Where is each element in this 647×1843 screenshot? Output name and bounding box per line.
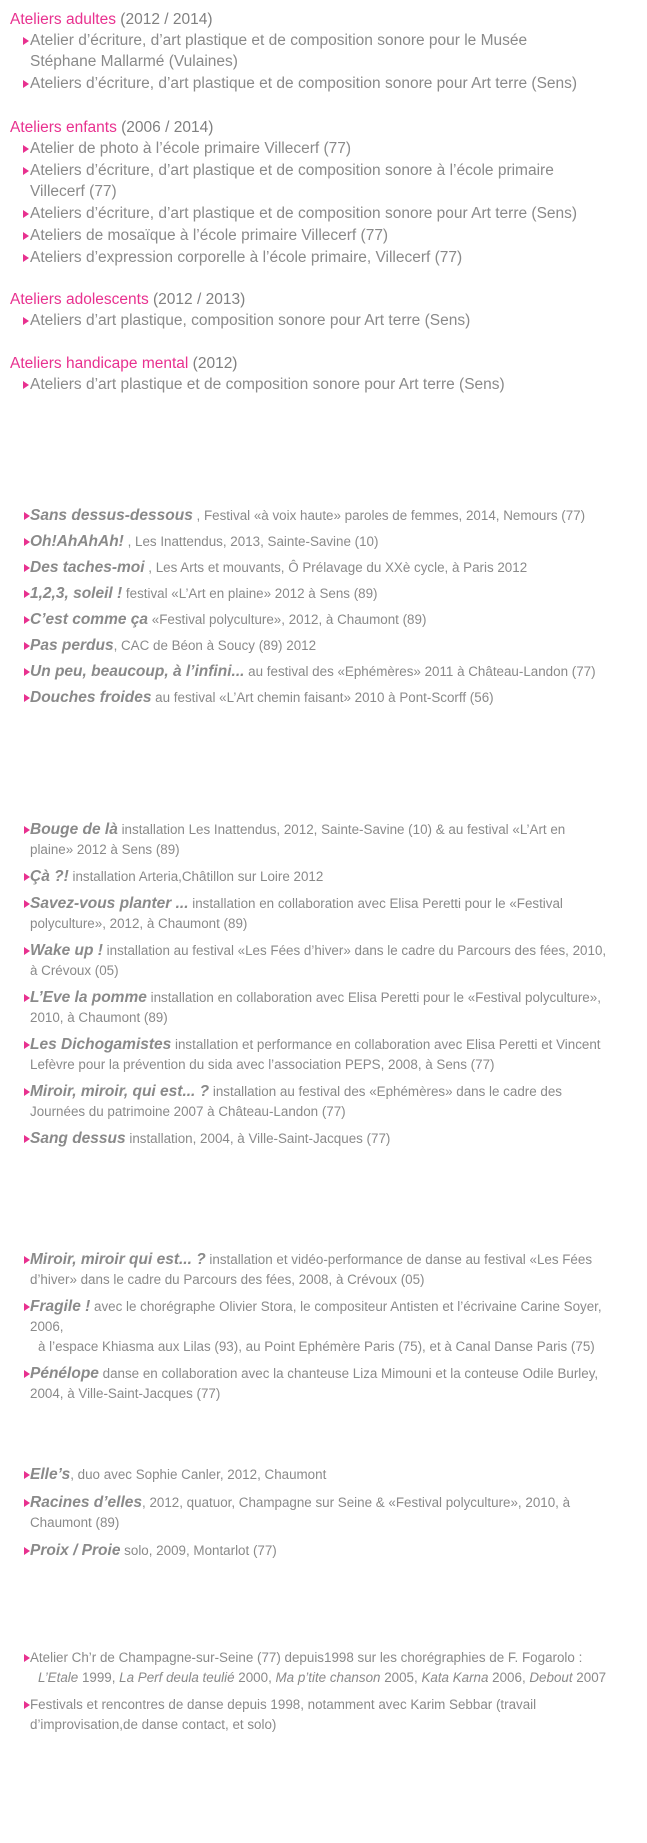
section-formation (10, 1648, 640, 1742)
list-item (10, 160, 640, 202)
section-installations (10, 820, 640, 1156)
list-item (10, 636, 640, 656)
text-segment: Un peu, beaucoup, à l’infini... (30, 663, 245, 680)
list-item (10, 203, 640, 224)
text-segment: , 2012, quatuor, Champagne sur Seine & «Festival polyculture», 2010, à (142, 1495, 571, 1510)
text-segment: L’Etale (38, 1670, 79, 1685)
text-segment: avec le chorégraphe Olivier Stora, le compositeur Antisten et l’écrivaine Carine Soyer, (90, 1299, 602, 1314)
section-performances (10, 1250, 640, 1411)
triangle-right-icon (24, 616, 30, 624)
text-segment: Lefèvre pour la prévention du sida avec l’association PEPS, 2008, à Sens (77) (30, 1057, 495, 1072)
text-segment: Ateliers d’art plastique et de composition sonore pour Art terre (Sens) (30, 376, 505, 393)
text-segment: Ateliers de mosaïque à l’école primaire Villecerf (77) (30, 227, 389, 244)
text-segment: polyculture», 2012, à Chaumont (89) (30, 916, 248, 931)
list-item (10, 894, 640, 934)
text-segment: Chaumont (89) (30, 1515, 120, 1530)
triangle-right-icon (24, 947, 30, 955)
list-item (10, 247, 640, 268)
triangle-right-icon (24, 642, 30, 650)
triangle-right-icon (24, 1701, 30, 1709)
list-item (10, 1695, 640, 1735)
text-segment: 2007 (572, 1670, 607, 1685)
text-segment: festival «L’Art en plaine» 2012 à Sens (89) (122, 586, 378, 601)
triangle-right-icon (24, 1041, 30, 1049)
text-segment: danse en collaboration avec la chanteuse Liza Mimouni et la conteuse Odile Burley, (98, 1366, 599, 1381)
text-segment: Miroir, miroir, qui est... ? (30, 1083, 210, 1100)
text-segment: au festival des «Ephémères» 2011 à Château-Landon (77) (244, 664, 596, 679)
text-segment: plaine» 2012 à Sens (89) (30, 842, 180, 857)
text-segment: Pénélope (30, 1365, 99, 1382)
list-item (10, 1129, 640, 1149)
triangle-right-icon (23, 254, 29, 262)
text-segment: Ateliers d’écriture, d’art plastique et de composition sonore à l’école primaire (30, 162, 554, 179)
text-segment: , CAC de Béon à Soucy (89) 2012 (113, 638, 317, 653)
list-item (10, 1297, 640, 1357)
list-item (10, 820, 640, 860)
section-spectacles (10, 506, 640, 714)
triangle-right-icon (23, 210, 29, 218)
text-segment: Sans dessus-dessous (30, 507, 193, 524)
triangle-right-icon (24, 826, 30, 834)
section-danse (10, 1465, 640, 1568)
list-item (10, 310, 640, 331)
list-item (10, 1465, 640, 1485)
list-item (10, 30, 640, 72)
section-heading (10, 9, 640, 30)
text-segment: Atelier Ch’r de Champagne-sur-Seine (77) depuis1998 sur les chorégraphies de F. Fogarolo : (30, 1650, 583, 1665)
text-segment: Elle’s (30, 1466, 71, 1483)
text-segment: C’est comme ça (30, 611, 149, 628)
list-item (10, 1364, 640, 1404)
triangle-right-icon (24, 1135, 30, 1143)
text-segment: , duo avec Sophie Canler, 2012, Chaumont (70, 1467, 327, 1482)
text-segment: Festivals et rencontres de danse depuis 1998, notamment avec Karim Sebbar (travail (30, 1697, 537, 1712)
triangle-right-icon (24, 1088, 30, 1096)
text-segment: solo, 2009, Montarlot (77) (120, 1543, 277, 1558)
list-item (10, 988, 640, 1028)
text-segment: Oh!AhAhAh! (30, 533, 124, 550)
triangle-right-icon (23, 167, 29, 175)
text-segment: Wake up ! (30, 942, 103, 959)
triangle-right-icon (24, 873, 30, 881)
triangle-right-icon (24, 538, 30, 546)
text-segment: 2000, (234, 1670, 276, 1685)
text-segment: Çà ?! (30, 868, 69, 885)
text-segment: installation au festival «Les Fées d’hiver» dans le cadre du Parcours des fées, 2010, (102, 943, 607, 958)
text-segment: Racines d’elles (30, 1494, 143, 1511)
text-segment: Villecerf (77) (30, 183, 117, 200)
text-segment: Les Dichogamistes (30, 1036, 172, 1053)
section-ateliers-adultes (10, 9, 640, 95)
text-segment: Ateliers d’écriture, d’art plastique et de composition sonore pour Art terre (Sens) (30, 205, 578, 222)
triangle-right-icon (24, 1303, 30, 1311)
triangle-right-icon (23, 381, 29, 389)
triangle-right-icon (24, 1547, 30, 1555)
section-heading (10, 289, 640, 310)
triangle-right-icon (24, 512, 30, 520)
section-heading (10, 117, 640, 138)
section-heading (10, 353, 640, 374)
text-segment: , Les Inattendus, 2013, Sainte-Savine (10) (123, 534, 379, 549)
text-segment: installation en collaboration avec Elisa Peretti pour le «Festival polyculture», (146, 990, 601, 1005)
text-segment: Des taches-moi (30, 559, 145, 576)
section-ateliers-enfants (10, 117, 640, 269)
text-segment: Debout (529, 1670, 573, 1685)
list-item (10, 941, 640, 981)
text-segment: installation, 2004, à Ville-Saint-Jacques (77) (125, 1131, 391, 1146)
text-segment: Savez-vous planter ... (30, 895, 189, 912)
text-segment: installation Arteria,Châtillon sur Loire 2012 (68, 869, 324, 884)
text-segment: installation en collaboration avec Elisa Peretti pour le «Festival (188, 896, 563, 911)
text-segment: (2012 / 2013) (148, 291, 246, 308)
text-segment: 2006, (30, 1319, 64, 1334)
text-segment: Ateliers d’expression corporelle à l’école primaire, Villecerf (77) (30, 249, 463, 266)
text-segment: 2006, (488, 1670, 530, 1685)
list-item (10, 867, 640, 887)
triangle-right-icon (23, 37, 29, 45)
text-segment: installation et performance en collaboration avec Elisa Peretti et Vincent (171, 1037, 601, 1052)
triangle-right-icon (23, 145, 29, 153)
text-segment: à l’espace Khiasma aux Lilas (93), au Point Ephémère Paris (75), et à Canal Danse Paris (75) (38, 1339, 595, 1354)
list-item (10, 506, 640, 526)
list-item (10, 225, 640, 246)
section-ateliers-adolescents (10, 289, 640, 332)
list-item (10, 584, 640, 604)
text-segment: Ateliers handicape mental (10, 355, 189, 372)
section-ateliers-handicape (10, 353, 640, 396)
text-segment: d’hiver» dans le cadre du Parcours des fées, 2008, à Crévoux (05) (30, 1272, 425, 1287)
text-segment: Pas perdus (30, 637, 114, 654)
text-segment: Ateliers enfants (10, 119, 117, 136)
text-segment: installation et vidéo-performance de danse au festival «Les Fées (205, 1252, 593, 1267)
triangle-right-icon (24, 1499, 30, 1507)
text-segment: installation au festival des «Ephémères» dans le cadre des (209, 1084, 562, 1099)
list-item (10, 662, 640, 682)
text-segment: 2004, à Ville-Saint-Jacques (77) (30, 1386, 221, 1401)
list-item (10, 1541, 640, 1561)
text-segment: à Crévoux (05) (30, 963, 119, 978)
text-segment: installation Les Inattendus, 2012, Sainte-Savine (10) & au festival «L’Art en (117, 822, 566, 837)
text-segment: Ma p’tite chanson (275, 1670, 381, 1685)
text-segment: d’improvisation,de danse contact, et solo) (30, 1717, 277, 1732)
text-segment: Ateliers adolescents (10, 291, 149, 308)
triangle-right-icon (24, 900, 30, 908)
text-segment: Sang dessus (30, 1130, 126, 1147)
text-segment: Bouge de là (30, 821, 118, 838)
text-segment: Fragile ! (30, 1298, 91, 1315)
triangle-right-icon (24, 1370, 30, 1378)
triangle-right-icon (24, 1256, 30, 1264)
text-segment: «Festival polyculture», 2012, à Chaumont (89) (148, 612, 427, 627)
list-item (10, 1648, 640, 1688)
text-segment: 2010, à Chaumont (89) (30, 1010, 168, 1025)
triangle-right-icon (24, 668, 30, 676)
text-segment: Stéphane Mallarmé (Vulaines) (30, 53, 238, 70)
text-segment: 1,2,3, soleil ! (30, 585, 123, 602)
text-segment: (2006 / 2014) (116, 119, 214, 136)
list-item (10, 1250, 640, 1290)
list-item (10, 73, 640, 94)
list-item (10, 138, 640, 159)
list-item (10, 1035, 640, 1075)
text-segment: L’Eve la pomme (30, 989, 147, 1006)
triangle-right-icon (24, 994, 30, 1002)
triangle-right-icon (23, 80, 29, 88)
text-segment: Kata Karna (421, 1670, 489, 1685)
triangle-right-icon (24, 590, 30, 598)
text-segment: Journées du patrimoine 2007 à Château-Landon (77) (30, 1104, 346, 1119)
text-segment: Atelier d’écriture, d’art plastique et de composition sonore pour le Musée (30, 32, 528, 49)
list-item (10, 610, 640, 630)
text-segment: (2012 / 2014) (115, 11, 213, 28)
triangle-right-icon (24, 1654, 30, 1662)
text-segment: Miroir, miroir qui est... ? (30, 1251, 206, 1268)
list-item (10, 1082, 640, 1122)
triangle-right-icon (24, 694, 30, 702)
text-segment: La Perf deula teulié (119, 1670, 235, 1685)
list-item (10, 532, 640, 552)
triangle-right-icon (23, 232, 29, 240)
text-segment: Proix / Proie (30, 1542, 121, 1559)
text-segment: 1999, (78, 1670, 120, 1685)
triangle-right-icon (24, 1471, 30, 1479)
triangle-right-icon (24, 564, 30, 572)
text-segment: (2012) (188, 355, 238, 372)
text-segment: , Les Arts et mouvants, Ô Prélavage du XXè cycle, à Paris 2012 (144, 560, 528, 575)
text-segment: Ateliers d’écriture, d’art plastique et de composition sonore pour Art terre (Sens) (30, 75, 578, 92)
text-segment: Atelier de photo à l’école primaire Villecerf (77) (30, 140, 352, 157)
list-item (10, 688, 640, 708)
list-item (10, 1493, 640, 1533)
text-segment: Ateliers adultes (10, 11, 116, 28)
text-segment: , Festival «à voix haute» paroles de femmes, 2014, Nemours (77) (192, 508, 586, 523)
text-segment: Ateliers d’art plastique, composition sonore pour Art terre (Sens) (30, 312, 471, 329)
triangle-right-icon (23, 317, 29, 325)
text-segment: au festival «L’Art chemin faisant» 2010 à Pont-Scorff (56) (151, 690, 494, 705)
list-item (10, 374, 640, 395)
list-item (10, 558, 640, 578)
text-segment: Douches froides (30, 689, 152, 706)
text-segment: 2005, (380, 1670, 422, 1685)
